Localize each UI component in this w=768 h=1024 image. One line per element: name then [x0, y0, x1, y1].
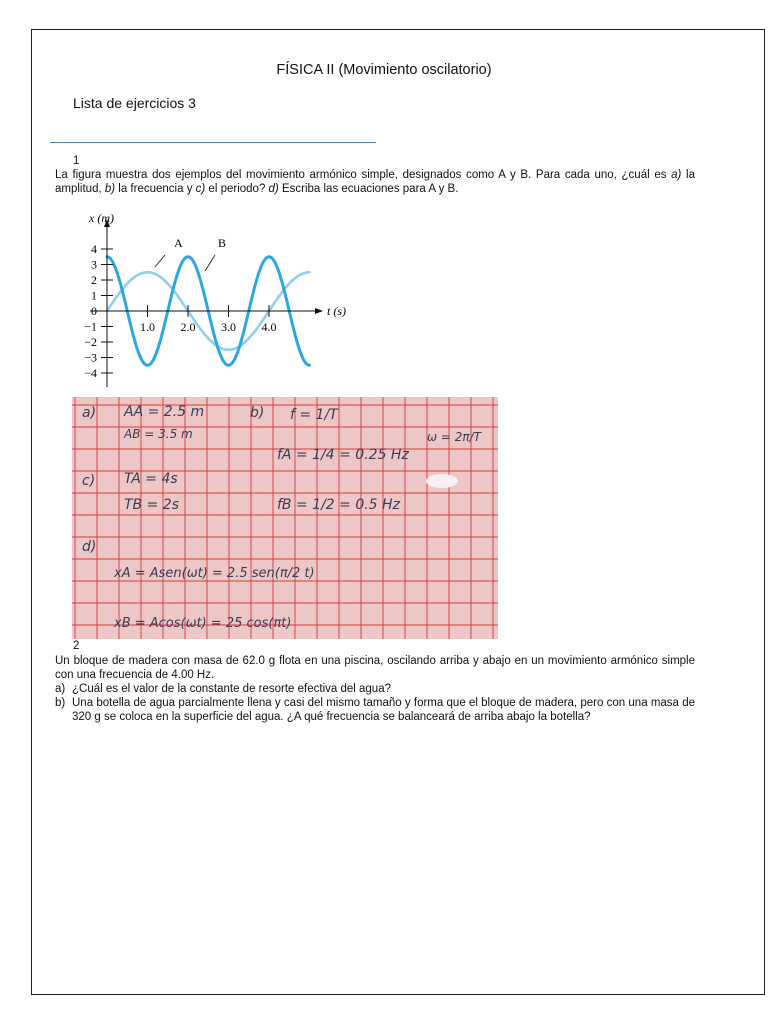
item-label: a) [55, 683, 66, 695]
y-tick-label: 3 [91, 257, 97, 272]
hw-b-label: b) [250, 405, 265, 421]
document-title: FÍSICA II (Movimiento oscilatorio) [276, 62, 492, 78]
x-axis-label: t (s) [327, 304, 346, 318]
series-b-leader [205, 255, 215, 271]
hw-xa: xA = Asen(ωt) = 2.5 sen(π/2 t) [114, 566, 315, 581]
exercise-1-statement: La figura muestra dos ejemplos del movimiento armónico simple, designados como A y B. Para cada uno, ¿cuál es a) la amplitud, b) la frecuencia y c) el periodo? d) Escriba las ecuaciones para A y B. [55, 169, 695, 195]
hw-ta: TA = 4s [124, 471, 178, 487]
y-tick-label: 4 [91, 242, 97, 256]
hw-f-formula: f = 1/T [290, 407, 338, 423]
hw-fa: fA = 1/4 = 0.25 Hz [277, 447, 409, 463]
y-axis-label: x (m) [89, 211, 114, 225]
x-axis-arrow [315, 308, 323, 314]
item-label: b) [55, 697, 66, 709]
hw-xb: xB = Acos(ωt) = 25 cos(πt) [114, 616, 292, 631]
series-b-label: B [218, 236, 227, 250]
series-a-label: A [174, 236, 183, 250]
exercise-2-number: 2 [73, 640, 80, 652]
hw-amp-a: AA = 2.5 m [124, 404, 205, 420]
x-tick-label: 1.0 [140, 320, 155, 334]
hw-omega: ω = 2π/T [427, 430, 481, 444]
y-tick-label: −3 [84, 350, 97, 365]
y-tick-label: 0 [91, 304, 97, 318]
hw-amp-b: AB = 3.5 m [124, 427, 193, 441]
hw-c-label: c) [82, 473, 96, 489]
item-text: ¿Cuál es el valor de la constante de resorte efectiva del agua? [72, 683, 391, 695]
hw-d-label: d) [82, 539, 97, 555]
y-tick-label: 1 [91, 288, 97, 303]
x-tick-label: 3.0 [221, 320, 236, 334]
paper-smudge [426, 474, 458, 488]
hw-a-label: a) [82, 405, 97, 421]
hw-tb: TB = 2s [124, 497, 179, 513]
exercise-1-number: 1 [73, 155, 80, 167]
y-tick-label: 2 [91, 273, 97, 287]
x-tick-label: 4.0 [261, 320, 277, 334]
handwritten-solution [72, 397, 498, 639]
y-tick-label: −1 [84, 319, 97, 334]
item-text: Una botella de agua parcialmente llena y casi del mismo tamaño y forma que el bloque de madera, pero con una masa de 320 g se coloca en la superficie del agua. ¿A qué frecuencia se balanceará de arriba abajo la botella? [72, 697, 695, 723]
series-a-leader [155, 255, 165, 267]
exercise-2-statement: Un bloque de madera con masa de 62.0 g flota en una piscina, oscilando arriba y abajo en un movimiento armónico simple con una frecuencia de 4.00 Hz. [55, 655, 695, 681]
shm-chart [55, 205, 365, 390]
x-tick-label: 2.0 [180, 320, 196, 334]
document-subtitle: Lista de ejercicios 3 [73, 95, 196, 111]
divider [50, 142, 376, 143]
y-tick-label: −2 [84, 335, 97, 349]
hw-fb: fB = 1/2 = 0.5 Hz [277, 497, 400, 513]
y-tick-label: −4 [84, 366, 97, 380]
